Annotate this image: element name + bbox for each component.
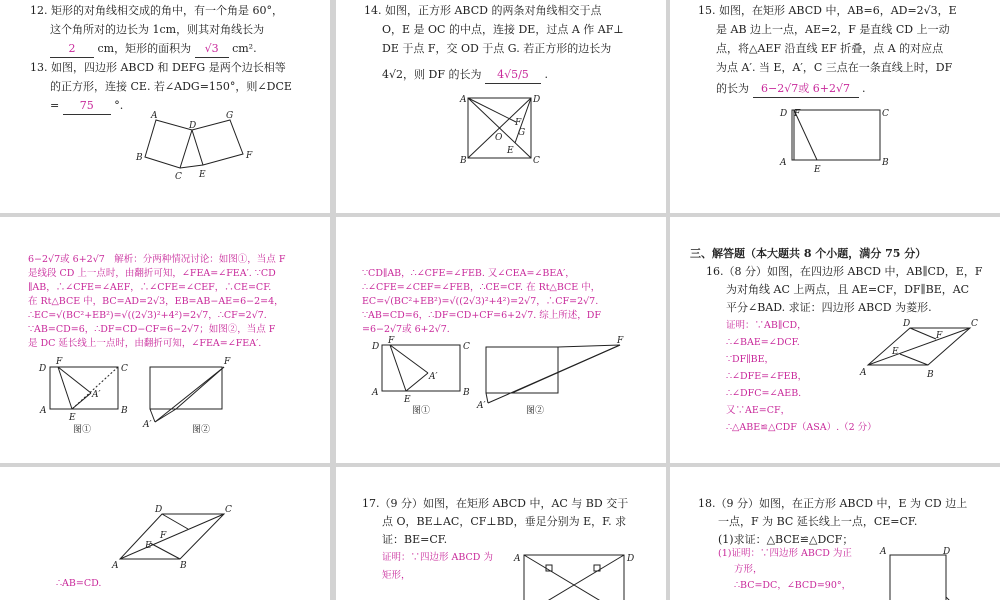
q13-line2: 的正方形，连接 CE. 若∠ADG=150°，则∠DCE <box>50 80 292 93</box>
q16-label-f: F <box>936 331 943 341</box>
q15-figure <box>670 0 1000 213</box>
q14-figure <box>336 0 666 213</box>
q15-line5-text: 的长为 <box>716 82 749 95</box>
q18-label-a: A <box>880 547 887 557</box>
q15-label-a: A <box>780 158 787 168</box>
sol2-fig1-label-a-prime: A′ <box>429 372 438 382</box>
solution2-line-1: ∵CD∥AB，∴∠CFE=∠FEB. 又∠CEA=∠BEA′， <box>362 268 575 279</box>
q18-line2: 一点，F 为 BC 延长线上一点，CE=CF. <box>718 515 918 528</box>
q15-label-b: B <box>882 158 889 168</box>
q18-figure <box>670 467 1000 600</box>
solution-line-1: 6−2√7或 6+2√7 解析：分两种情况讨论：如图①，当点 F <box>28 254 286 265</box>
panel-q17 <box>336 467 666 600</box>
q17-proof-1: 证明：∵四边形 ABCD 为 <box>382 552 493 563</box>
q15-label-f: F <box>794 109 801 119</box>
rep-label-e: E <box>145 541 152 551</box>
q13-label-d: D <box>189 121 197 131</box>
q15-line2: 是 AB 边上一点，AE=2，F 是直线 CD 上一动 <box>716 23 950 36</box>
q15-label-c: C <box>882 109 889 119</box>
q13-label-g: G <box>226 111 234 121</box>
solution-line-6: ∵AB=CD=6，∴DF=CD−CF=6−2√7；如图②，当点 F <box>28 324 276 335</box>
q18-label-d: D <box>943 547 951 557</box>
q18-proof-2: 方形， <box>734 564 763 575</box>
figure-caption-2: 图② <box>192 425 211 435</box>
fig1-label-e: E <box>69 413 76 423</box>
rep-label-a: A <box>112 561 119 571</box>
rep-label-b: B <box>180 561 187 571</box>
q15-line4: 为点 A′. 当 E，A′，C 三点在一条直线上时，DF <box>716 61 953 74</box>
sol2-caption-2: 图② <box>526 406 545 416</box>
q16-proof-3: ∵DF∥BE， <box>726 354 775 365</box>
solution2-line-4: ∵AB=CD=6，∴DF=CD+CF=6+2√7. 综上所述，DF <box>362 310 602 321</box>
q13-label-f: F <box>246 151 253 161</box>
q16-proof-7: ∴△ABE≌△CDF（ASA）.（2 分） <box>726 422 877 433</box>
fig1-label-c: C <box>121 364 128 374</box>
figure-caption-1: 图① <box>73 425 92 435</box>
fig2-label-a-prime: A′ <box>143 420 152 430</box>
q14-label-g: G <box>518 128 526 138</box>
sol2-fig2-label-a-prime: A′ <box>477 401 486 411</box>
panel-q15-solution-2 <box>336 217 666 463</box>
q15-end: . <box>862 82 866 95</box>
q16-label-a: A <box>860 368 867 378</box>
q16-label-e: E <box>892 347 899 357</box>
q18-proof-3: ∴BC=DC，∠BCD=90°， <box>734 580 852 591</box>
solution-line-7: 是 DC 延长线上一点时，由翻折可知，∠FEA=∠FEA′. <box>28 338 262 349</box>
q15-answer: 6−2√7或 6+2√7 <box>753 80 859 98</box>
sol2-fig1-label-f: F <box>388 336 395 346</box>
q17-proof-2: 矩形， <box>382 570 411 581</box>
solution-line-2: 是线段 CD 上一点时，由翻折可知，∠FEA=∠FEA′. ∵CD <box>28 268 276 279</box>
q12-line2: 这个角所对的边长为 1cm，则其对角线长为 <box>50 23 265 36</box>
q14-line4-text: 4√2，则 DF 的长为 <box>382 68 482 81</box>
q14-answer: 4√5/5 <box>485 66 541 84</box>
panel-q14 <box>336 0 666 213</box>
q16-label-d: D <box>903 319 911 329</box>
fig1-label-a-prime: A′ <box>92 390 101 400</box>
solution-figures-1 <box>0 217 330 463</box>
q16-label-b: B <box>927 370 934 380</box>
q17-line3: 证：BE=CF. <box>382 533 448 546</box>
panel-q15 <box>670 0 1000 213</box>
q15-label-e: E <box>814 165 821 175</box>
sol2-fig1-label-e: E <box>404 395 411 405</box>
q16-proof-2: ∴∠BAE=∠DCF. <box>726 337 800 348</box>
fig1-label-a: A <box>40 406 47 416</box>
q15-line3: 点，将△AEF 沿直线 EF 折叠，点 A 的对应点 <box>716 42 944 55</box>
fig1-label-f: F <box>56 357 63 367</box>
q16-proof-6: 又∵AE=CF， <box>726 405 791 416</box>
panel-q16-continued <box>0 467 330 600</box>
rep-label-d: D <box>155 505 163 515</box>
sol2-fig2-label-f: F <box>617 336 624 346</box>
q17-line1: 17.（9 分）如图，在矩形 ABCD 中，AC 与 BD 交于 <box>362 497 629 510</box>
rep-label-f: F <box>160 531 167 541</box>
solution-line-4: 在 Rt△BCE 中，BC=AD=2√3，EB=AB−AE=6−2=4， <box>28 296 284 307</box>
q13-label-a: A <box>151 111 158 121</box>
q16-proof-4: ∴∠DFE=∠FEB， <box>726 371 808 382</box>
panel-q12-q13 <box>0 0 330 213</box>
solution-line-3: ∥AB，∴∠CFE=∠AEF，∴∠CFE=∠CEF，∴CE=CF. <box>28 282 272 293</box>
solution2-line-5: =6−2√7或 6+2√7. <box>362 324 450 335</box>
q16-proof-5: ∴∠DFC=∠AEB. <box>726 388 802 399</box>
fig1-label-b: B <box>121 406 128 416</box>
fig2-label-f: F <box>224 357 231 367</box>
solution-line-5: ∴EC=√(BC²+EB²)=√((2√3)²+4²)=2√7，∴CF=2√7. <box>28 310 267 321</box>
q17-figure <box>336 467 666 600</box>
q14-line1: 14. 如图，正方形 ABCD 的两条对角线相交于点 <box>364 4 602 17</box>
q14-label-a: A <box>460 95 467 105</box>
sol2-fig1-label-a: A <box>372 388 379 398</box>
q15-label-d: D <box>780 109 788 119</box>
solution2-line-2: ∴∠CFE=∠CEF=∠FEB，∴CE=CF. 在 Rt△BCE 中， <box>362 282 601 293</box>
q16-line2: 为对角线 AC 上两点，且 AE=CF，DF∥BE，AC <box>726 283 970 296</box>
q14-label-f: F <box>515 118 522 128</box>
q12-answer-diagonal: 2 <box>50 40 94 58</box>
q13-label-b: B <box>136 153 143 163</box>
q13-label-c: C <box>175 172 182 182</box>
q13-label-e: E <box>199 170 206 180</box>
sol2-fig1-label-c: C <box>463 342 470 352</box>
solution2-figures <box>336 217 666 463</box>
panel-q16 <box>670 217 1000 463</box>
q18-proof-1: (1)证明：∵四边形 ABCD 为正 <box>718 548 852 559</box>
solution2-line-3: EC=√(BC²+EB²)=√((2√3)²+4²)=2√7，∴CF=2√7. <box>362 296 599 307</box>
q14-label-e: E <box>507 146 514 156</box>
q16-proof-1: 证明：∵AB∥CD， <box>726 320 807 331</box>
q14-label-o: O <box>495 133 503 143</box>
q18-line3: (1)求证：△BCE≌△DCF； <box>718 533 854 546</box>
section-header: 三、解答题（本大题共 8 个小题，满分 75 分） <box>690 247 927 260</box>
q16-label-c: C <box>971 319 978 329</box>
q12-unit: cm². <box>232 42 257 55</box>
rep-label-c: C <box>225 505 232 515</box>
q14-label-c: C <box>533 156 540 166</box>
sol2-caption-1: 图① <box>412 406 431 416</box>
q15-line1: 15. 如图，在矩形 ABCD 中，AB=6，AD=2√3，E <box>698 4 957 17</box>
q12-line1: 12. 矩形的对角线相交成的角中，有一个角是 60°， <box>30 4 283 17</box>
q16-line3: 平分∠BAD. 求证：四边形 ABCD 为菱形. <box>726 301 932 314</box>
q13-line1: 13. 如图，四边形 ABCD 和 DEFG 是两个边长相等 <box>30 61 286 74</box>
sol2-fig1-label-d: D <box>372 342 380 352</box>
q16-figure-repeat <box>0 467 330 600</box>
q13-figure <box>0 0 330 213</box>
q13-answer: 75 <box>63 97 111 115</box>
fig1-label-d: D <box>39 364 47 374</box>
q17-line2: 点 O，BE⊥AC，CF⊥BD，垂足分别为 E，F. 求 <box>382 515 627 528</box>
q13-end: °. <box>114 99 124 112</box>
q14-line3: DE 于点 F，交 OD 于点 G. 若正方形的边长为 <box>382 42 612 55</box>
q13-eq: = <box>50 99 60 112</box>
q18-line1: 18.（9 分）如图，在正方形 ABCD 中，E 为 CD 边上 <box>698 497 968 510</box>
panel-q18 <box>670 467 1000 600</box>
q16-proof-continued-1: ∴AB=CD. <box>56 578 102 589</box>
panel-q15-solution-1 <box>0 217 330 463</box>
q17-label-d: D <box>627 554 635 564</box>
q14-label-b: B <box>460 156 467 166</box>
sol2-fig1-label-b: B <box>463 388 470 398</box>
q14-end: . <box>544 68 548 81</box>
q14-line2: O，E 是 OC 的中点，连接 DE，过点 A 作 AF⊥ <box>382 23 624 36</box>
q16-line1: 16.（8 分）如图，在四边形 ABCD 中，AB∥CD，E，F <box>706 265 983 278</box>
q14-label-d: D <box>533 95 541 105</box>
q17-label-a: A <box>514 554 521 564</box>
q12-mid-text: cm，矩形的面积为 <box>97 42 192 55</box>
q16-figure <box>670 217 1000 463</box>
q12-answer-area: √3 <box>195 40 229 58</box>
